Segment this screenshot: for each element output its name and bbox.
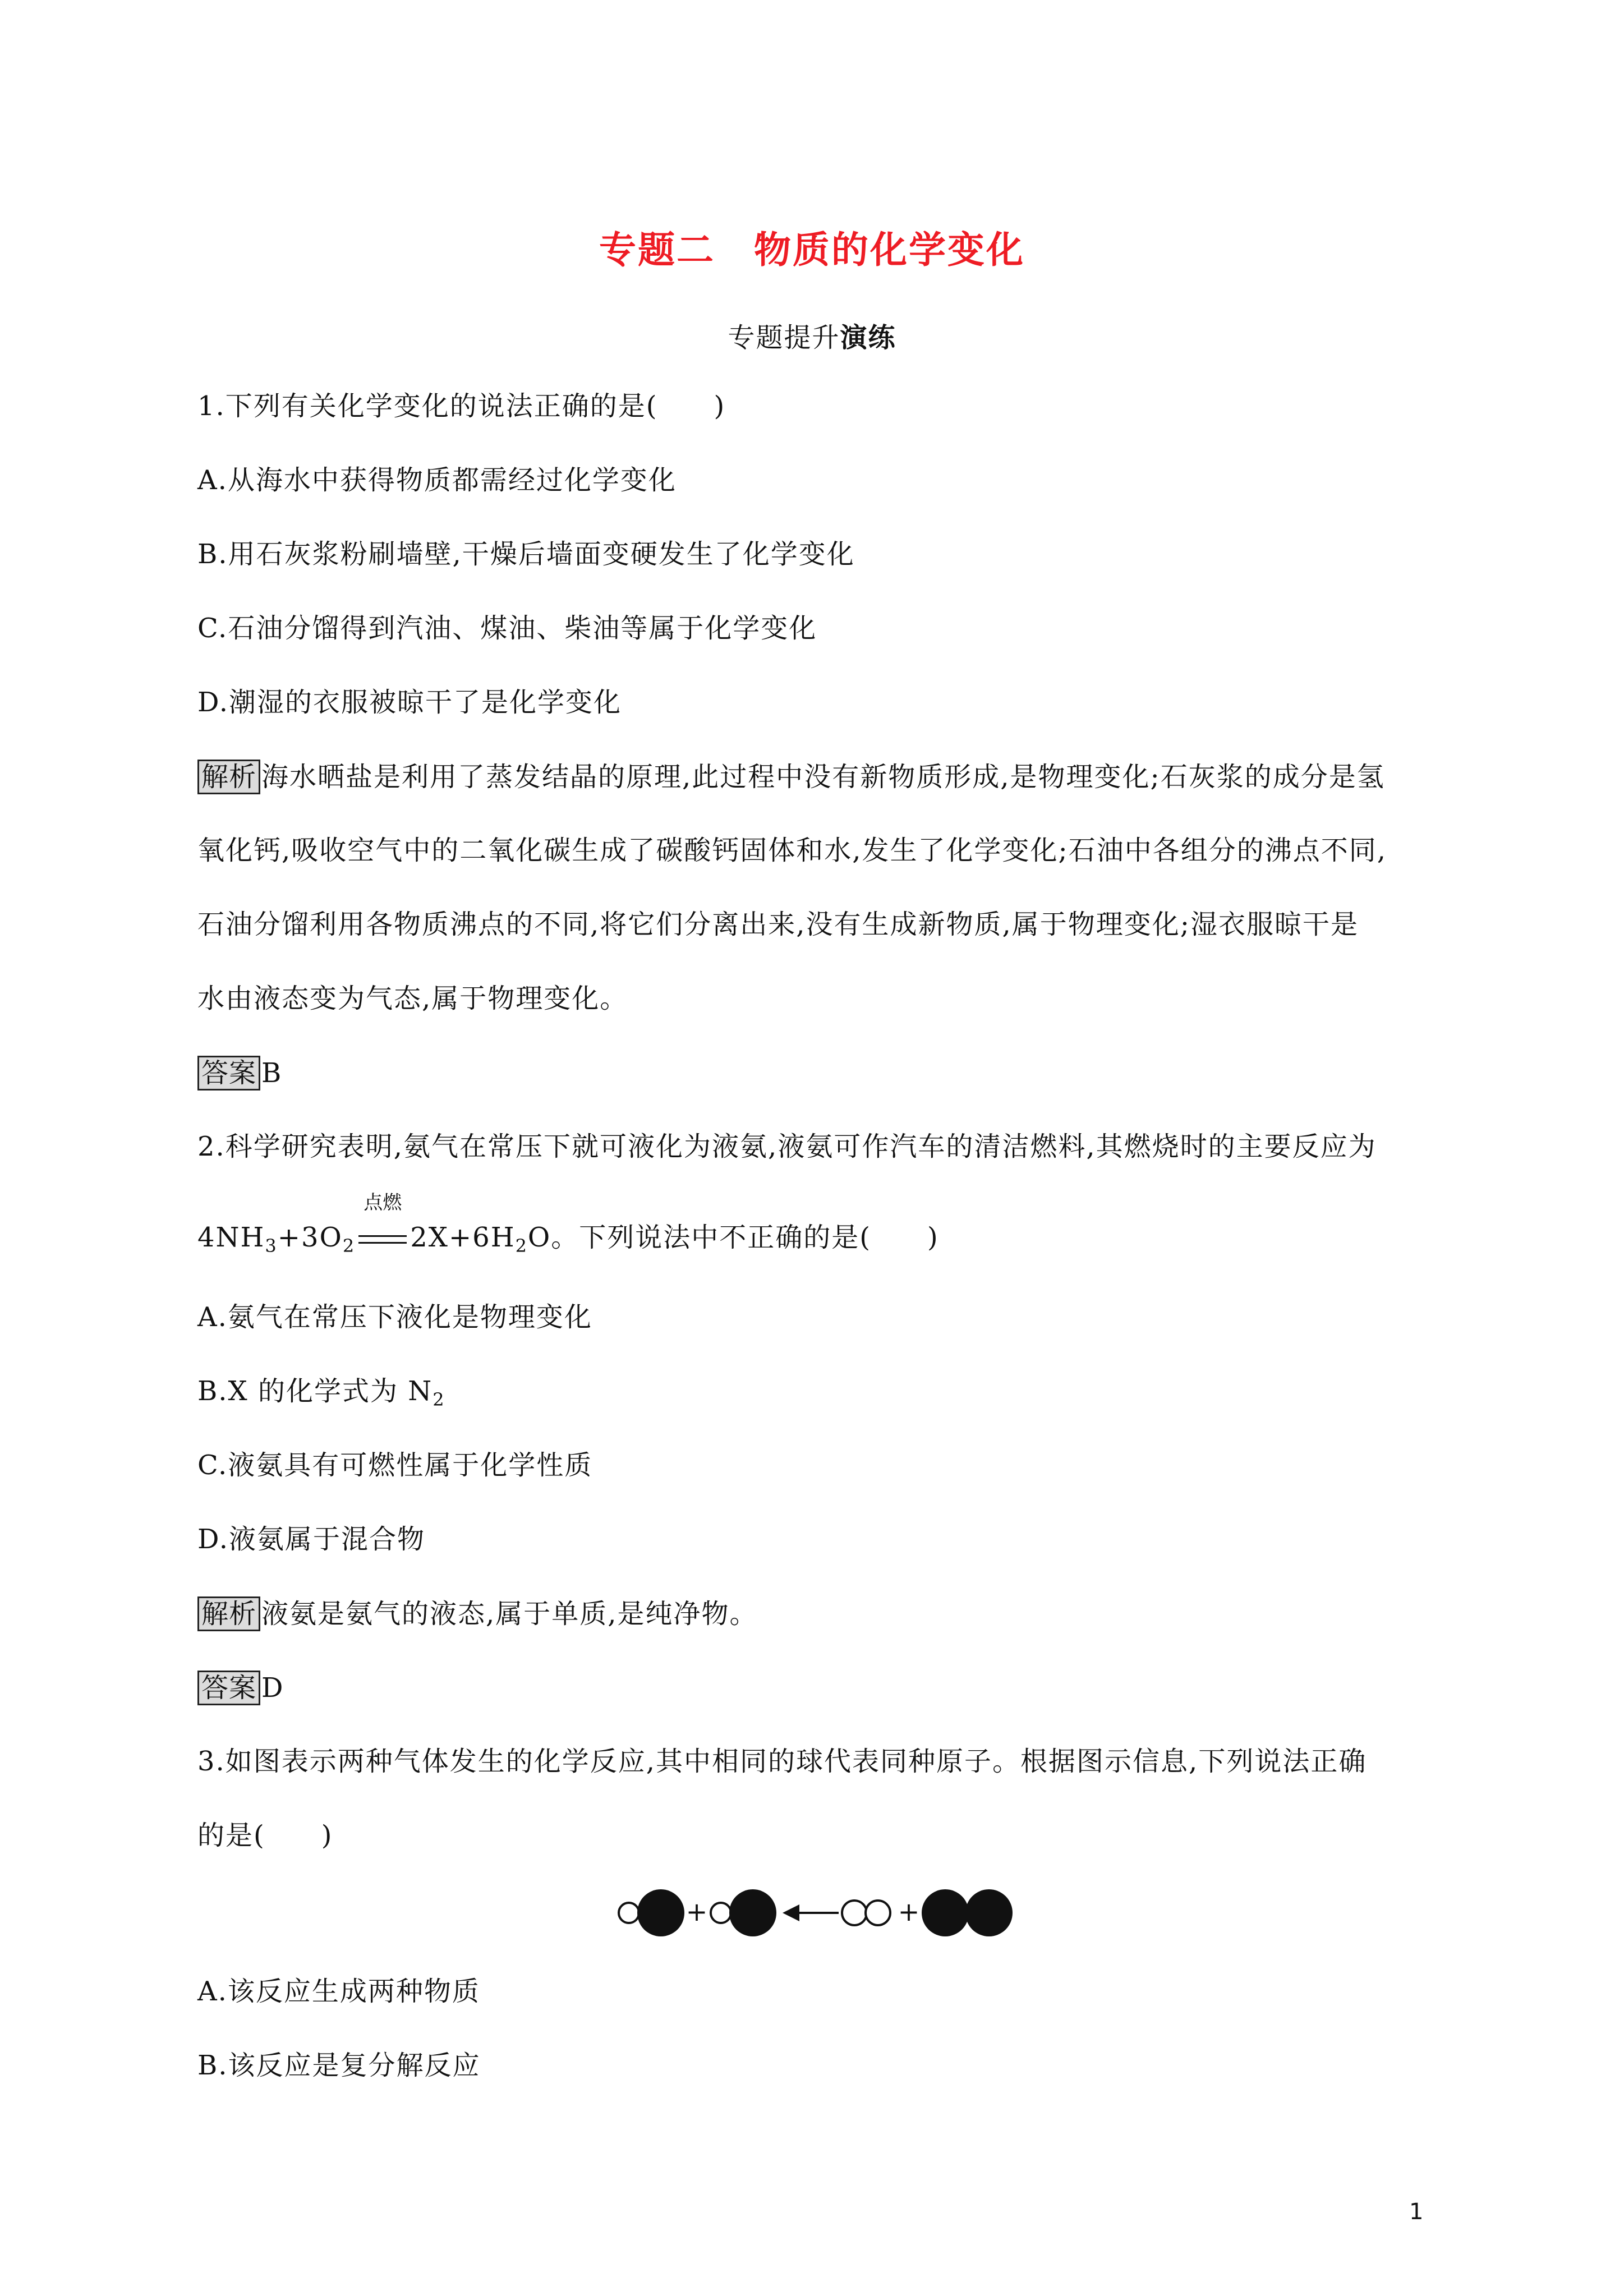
q1-option-a: A.从海水中获得物质都需经过化学变化 (197, 464, 677, 496)
eq-reactant-2: +3O (277, 1222, 343, 1253)
product-molecule-2 (711, 1889, 776, 1936)
white-atom (842, 1901, 867, 1925)
q1-answer-value: B (261, 1057, 283, 1089)
answer-tag: 答案 (197, 1056, 260, 1091)
q2-option-c: C.液氨具有可燃性属于化学性质 (197, 1450, 593, 1481)
reactant-molecule-2 (922, 1889, 1013, 1936)
q3-stem-line-2: 的是( ) (197, 1820, 333, 1851)
eq-product-1: 2X+6H (410, 1222, 516, 1253)
black-atom (637, 1889, 684, 1936)
page-number: 1 (1409, 2199, 1424, 2225)
q2-answer-value: D (261, 1672, 284, 1704)
reaction-arrow (783, 1904, 839, 1921)
plus-sign: + (898, 1897, 920, 1927)
eq-condition: 点燃 (364, 1191, 402, 1214)
eq-sub-3: 3 (265, 1235, 278, 1257)
eq-product-tail: O (527, 1222, 551, 1253)
analysis-tag: 解析 (197, 1596, 260, 1631)
page-title: 专题二 物质的化学变化 (599, 228, 1025, 272)
section-subtitle (0, 316, 1624, 355)
q3-option-b: B.该反应是复分解反应 (197, 2050, 481, 2081)
eq-arrow (358, 1191, 407, 1254)
plus-sign: + (686, 1897, 708, 1927)
eq-sub-2a: 2 (342, 1235, 356, 1257)
q1-option-b: B.用石灰浆粉刷墙壁,干燥后墙面变硬发生了化学变化 (197, 539, 855, 570)
black-atom (729, 1889, 776, 1936)
eq-sub-2b: 2 (515, 1235, 528, 1257)
q1-stem: 1.下列有关化学变化的说法正确的是( ) (197, 390, 726, 422)
q1-option-c: C.石油分馏得到汽油、煤油、柴油等属于化学变化 (197, 613, 817, 644)
eq-double-bar (358, 1235, 407, 1244)
q2-analysis (197, 1596, 1443, 1631)
q1-analysis-line-3: 石油分馏利用各物质沸点的不同,将它们分离出来,没有生成新物质,属于物理变化;湿衣服晾干是 (197, 909, 1359, 940)
white-atom (866, 1901, 890, 1925)
q2-option-b-sub: 2 (433, 1389, 445, 1410)
q1-analysis-text-1: 海水晒盐是利用了蒸发结晶的原理,此过程中没有新物质形成,是物理变化;石灰浆的成分是氢 (261, 761, 1385, 793)
subtitle-bold: 演练 (840, 322, 896, 353)
q2-analysis-text: 液氨是氨气的液态,属于单质,是纯净物。 (261, 1598, 758, 1630)
white-atom (711, 1903, 731, 1923)
black-atom (922, 1889, 969, 1936)
product-molecule-1 (619, 1889, 684, 1936)
q1-answer (197, 1056, 1443, 1091)
q2-equation-line (197, 1191, 1443, 1257)
q1-analysis-line-2: 氧化钙,吸收空气中的二氧化碳生成了碳酸钙固体和水,发生了化学变化;石油中各组分的沸点不同, (197, 835, 1387, 866)
q2-answer (197, 1671, 1443, 1705)
q1-option-d: D.潮湿的衣服被晾干了是化学变化 (197, 687, 622, 718)
reactant-molecule-1 (842, 1901, 890, 1925)
white-atom (619, 1903, 639, 1923)
q3-stem-line-1: 3.如图表示两种气体发生的化学反应,其中相同的球代表同种原子。根据图示信息,下列说法正确 (197, 1746, 1367, 1777)
black-atom (965, 1889, 1013, 1936)
q3-option-a: A.该反应生成两种物质 (197, 1976, 480, 2007)
q2-option-b (197, 1374, 1443, 1408)
q1-analysis-line-1 (197, 760, 1443, 794)
q2-stem-tail: 。下列说法中不正确的是( ) (551, 1222, 939, 1253)
eq-reactant-1: 4NH (197, 1222, 265, 1253)
answer-tag: 答案 (197, 1671, 260, 1705)
subtitle-normal: 专题提升 (728, 322, 840, 353)
q2-option-a: A.氨气在常压下液化是物理变化 (197, 1301, 592, 1333)
q2-option-d: D.液氨属于混合物 (197, 1524, 426, 1555)
q1-analysis-line-4: 水由液态变为气态,属于物理变化。 (197, 983, 628, 1014)
q2-stem-line-1: 2.科学研究表明,氨气在常压下就可液化为液氨,液氨可作汽车的清洁燃料,其燃烧时的主要反应为 (197, 1131, 1377, 1162)
analysis-tag: 解析 (197, 760, 260, 794)
reaction-diagram (614, 1882, 1018, 1944)
q2-option-b-text: B.X 的化学式为 N (197, 1375, 433, 1407)
